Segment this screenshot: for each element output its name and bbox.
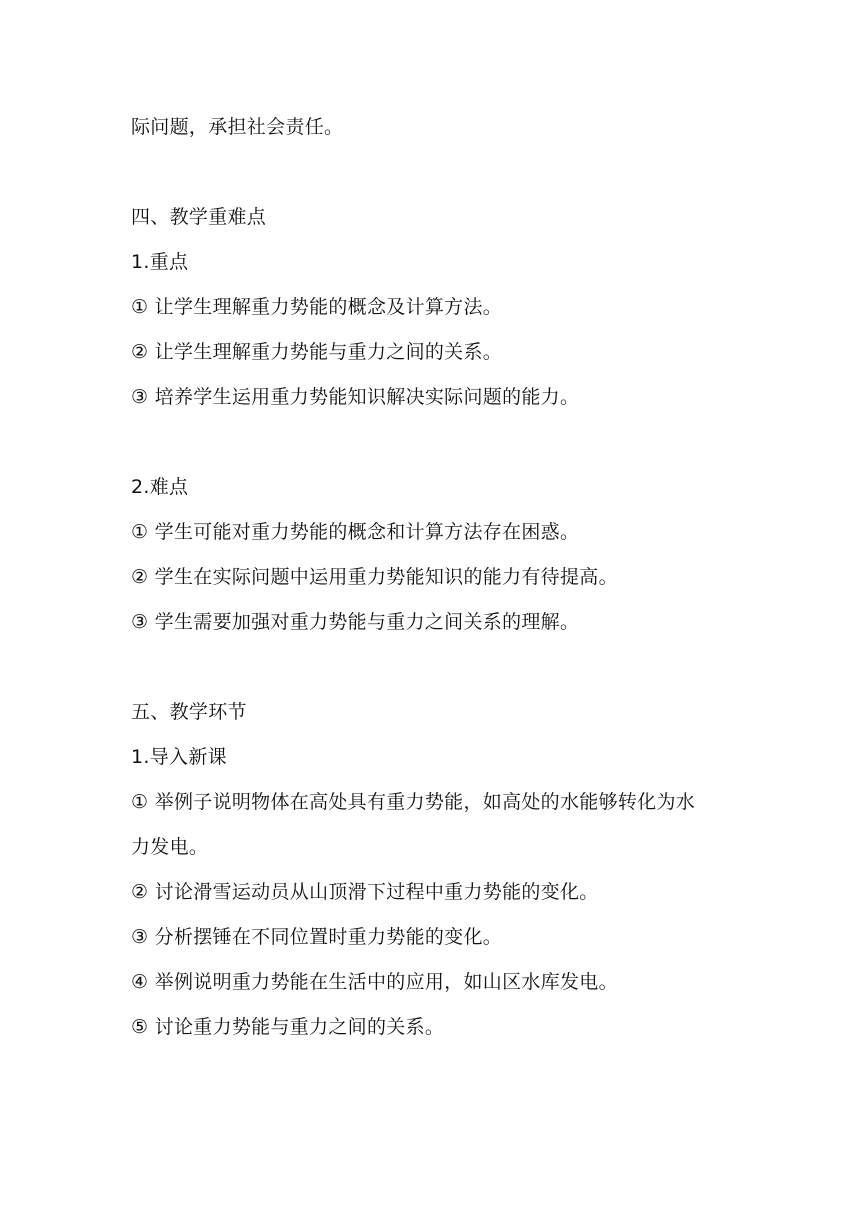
- list-item: ① 举例子说明物体在高处具有重力势能，如高处的水能够转化为水: [131, 791, 696, 813]
- list-item: ③ 分析摆锤在不同位置时重力势能的变化。: [131, 926, 503, 948]
- list-item-continuation: 力发电。: [131, 836, 209, 858]
- list-item: ④ 举例说明重力势能在生活中的应用，如山区水库发电。: [131, 971, 618, 993]
- list-item: ② 讨论滑雪运动员从山顶滑下过程中重力势能的变化。: [131, 881, 599, 903]
- subheading-difficult-points: 2.难点: [131, 476, 189, 498]
- list-item: ② 学生在实际问题中运用重力势能知识的能力有待提高。: [131, 566, 618, 588]
- list-item: ③ 学生需要加强对重力势能与重力之间关系的理解。: [131, 611, 580, 633]
- list-item: ① 学生可能对重力势能的概念和计算方法存在困惑。: [131, 521, 580, 543]
- list-item: ① 让学生理解重力势能的概念及计算方法。: [131, 296, 503, 318]
- section-heading-teaching-steps: 五、教学环节: [131, 701, 247, 723]
- subheading-key-points: 1.重点: [131, 251, 189, 273]
- subheading-introduction: 1.导入新课: [131, 746, 227, 768]
- continuation-text: 际问题，承担社会责任。: [131, 116, 344, 138]
- section-heading-key-points: 四、教学重难点: [131, 206, 267, 228]
- list-item: ⑤ 讨论重力势能与重力之间的关系。: [131, 1016, 445, 1038]
- list-item: ② 让学生理解重力势能与重力之间的关系。: [131, 341, 503, 363]
- list-item: ③ 培养学生运用重力势能知识解决实际问题的能力。: [131, 386, 580, 408]
